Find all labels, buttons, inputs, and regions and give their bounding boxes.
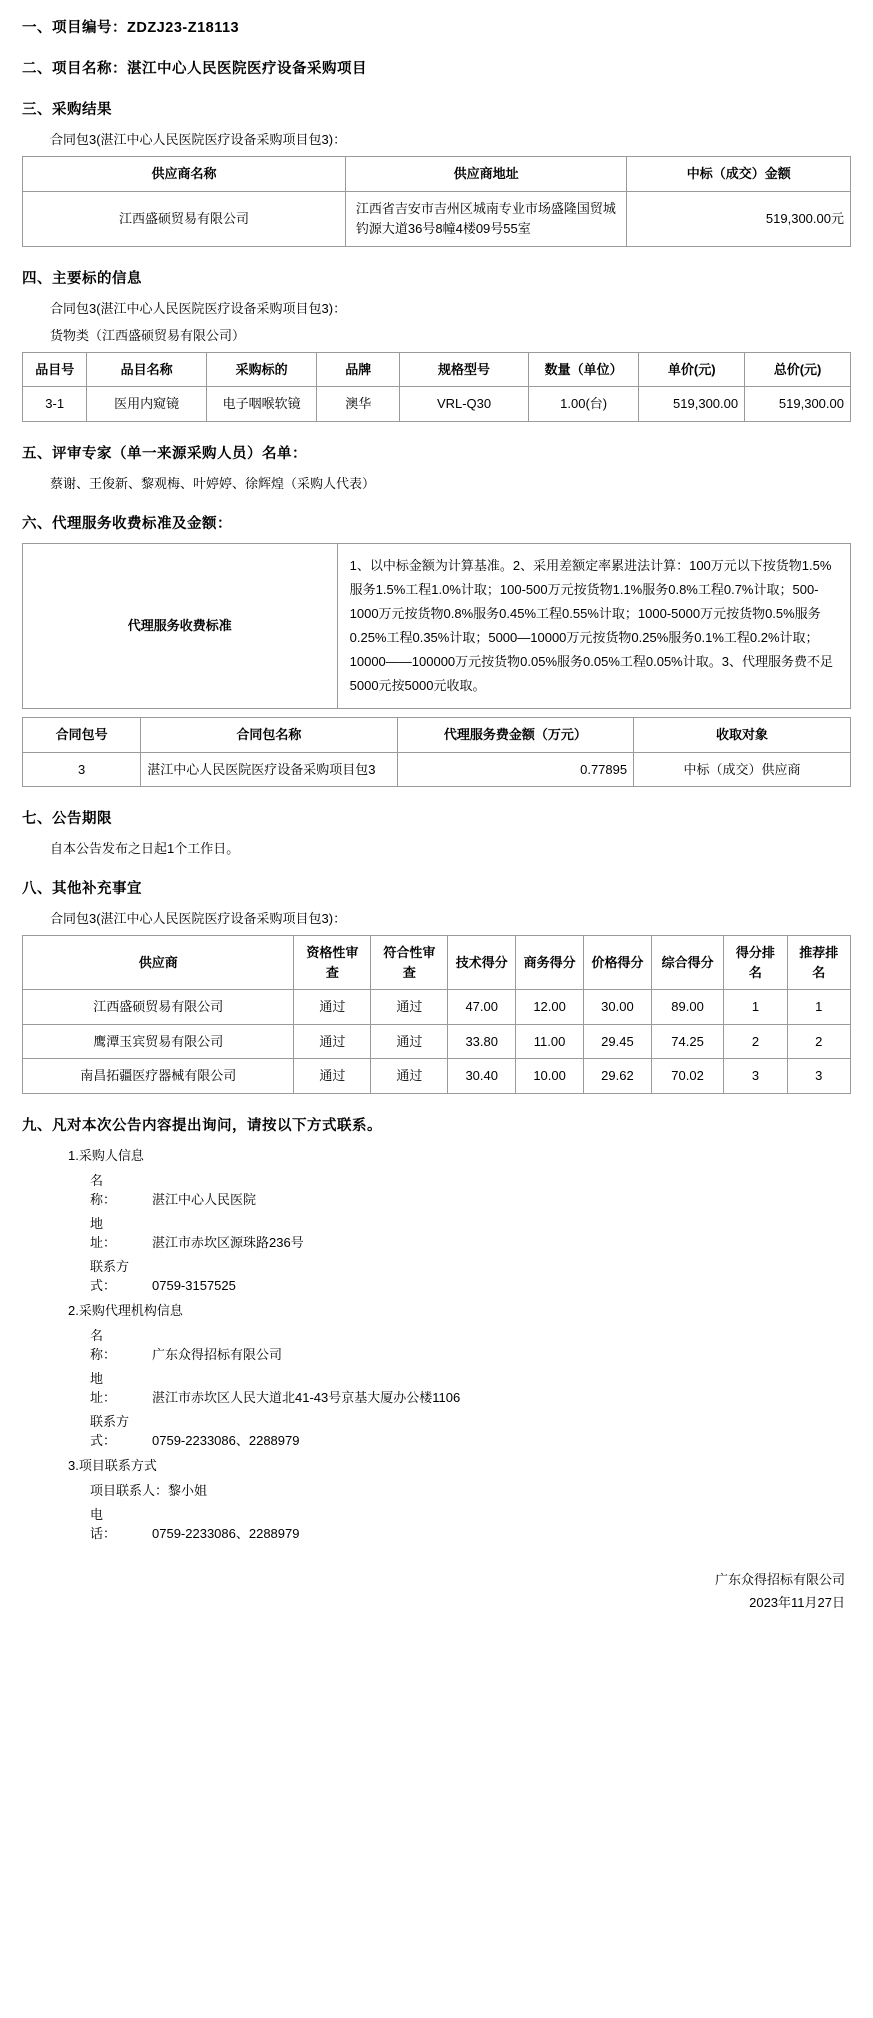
- col-model: 规格型号: [400, 352, 529, 387]
- section-contact-title: 九、凡对本次公告内容提出询问，请按以下方式联系。: [22, 1117, 382, 1134]
- section-supplement-title: 八、其他补充事宜: [22, 881, 142, 898]
- col-package-no: 合同包号: [23, 718, 141, 753]
- col-brand: 品牌: [317, 352, 400, 387]
- agency-address-row: [90, 1368, 851, 1406]
- cell-package-name: 湛江中心人民医院医疗设备采购项目包3: [141, 752, 397, 787]
- agency-address-label: 地 址：: [90, 1370, 130, 1405]
- section-agency-fee-title: 六、代理服务收费标准及金额：: [22, 515, 232, 532]
- section-main-subject-title: 四、主要标的信息: [22, 270, 142, 287]
- project-tel-row: [90, 1504, 851, 1542]
- cell-compliance: 通过: [371, 1024, 448, 1059]
- col-total-score: 综合得分: [651, 936, 723, 990]
- buyer-address-row: [90, 1213, 851, 1251]
- agency-tel-value: 0759-2233086、2288979: [152, 1432, 300, 1448]
- buyer-name-label: 名 称：: [90, 1172, 130, 1207]
- cell-quantity: 1.00(台): [528, 387, 638, 422]
- cell-award-amount: 519,300.00元: [627, 191, 851, 246]
- cell-supplier: 江西盛硕贸易有限公司: [23, 990, 294, 1025]
- agency-name-label: 名 称：: [90, 1327, 130, 1362]
- cell-brand: 澳华: [317, 387, 400, 422]
- project-person-row: [90, 1480, 851, 1499]
- cell-tech-score: 33.80: [448, 1024, 516, 1059]
- section-notice-period-title: 七、公告期限: [22, 811, 112, 828]
- cell-item-no: 3-1: [23, 387, 87, 422]
- table-row: [23, 752, 851, 787]
- col-unit-price: 单价(元): [639, 352, 745, 387]
- project-person-value: 黎小姐: [168, 1482, 208, 1498]
- cell-qualification: 通过: [294, 990, 371, 1025]
- cell-price-score: 29.45: [584, 1024, 652, 1059]
- section-project-number: 一、项目编号：ZDZJ23-Z18113: [22, 20, 240, 36]
- project-tel-value: 0759-2233086、2288979: [152, 1525, 300, 1541]
- buyer-name-row: [90, 1170, 851, 1208]
- agency-info-heading: 2.采购代理机构信息: [68, 1302, 183, 1318]
- col-compliance-review: 符合性审查: [371, 936, 448, 990]
- cell-compliance: 通过: [371, 1059, 448, 1094]
- table-header-row: [23, 157, 851, 192]
- cell-score-rank: 1: [724, 990, 787, 1025]
- col-supplier-address: 供应商地址: [345, 157, 627, 192]
- section-experts-title: 五、评审专家（单一来源采购人员）名单：: [22, 445, 307, 462]
- col-total-price: 总价(元): [745, 352, 851, 387]
- cell-business-score: 11.00: [516, 1024, 584, 1059]
- cell-recommend-rank: 2: [787, 1024, 850, 1059]
- project-contact-heading: 3.项目联系方式: [68, 1457, 157, 1473]
- cell-total-price: 519,300.00: [745, 387, 851, 422]
- cell-recommend-rank: 1: [787, 990, 850, 1025]
- col-fee-amount: 代理服务费金额（万元）: [397, 718, 634, 753]
- section-main-subject-subtitle: 合同包3(湛江中心人民医院医疗设备采购项目包3)：: [50, 300, 347, 316]
- buyer-address-value: 湛江市赤坎区源珠路236号: [152, 1234, 304, 1250]
- col-item-no: 品目号: [23, 352, 87, 387]
- cell-fee-standard-text: 1、以中标金额为计算基准。2、采用差额定率累进法计算：100万元以下按货物1.5%服务1.5%工程1.0%计取；100-500万元按货物1.1%服务0.8%工程0.7%计取；500-1000万元按货物0.8%服务0.45%工程0.55%计取；1000-5000万元按货物0.5%服务0.25%工程0.35%计取；5000—10000万元按货物0.25%服务0.1%工程0.2%计取；10000——100000万元按货物0.05%服务0.05%工程0.05%计取。3、代理服务费不足5000元按5000元收取。: [337, 543, 850, 708]
- table-row: [23, 543, 851, 708]
- agency-tel-label: 联系方式：: [90, 1413, 130, 1448]
- cell-total-score: 74.25: [651, 1024, 723, 1059]
- section-supplement-subtitle: 合同包3(湛江中心人民医院医疗设备采购项目包3)：: [50, 911, 347, 927]
- cell-package-no: 3: [23, 752, 141, 787]
- cell-tech-score: 30.40: [448, 1059, 516, 1094]
- table-header-row: [23, 936, 851, 990]
- table-row: [23, 387, 851, 422]
- buyer-tel-value: 0759-3157525: [152, 1277, 236, 1293]
- agency-name-row: [90, 1325, 851, 1363]
- cell-tech-score: 47.00: [448, 990, 516, 1025]
- agency-tel-row: [90, 1411, 851, 1449]
- cell-fee-payer: 中标（成交）供应商: [634, 752, 851, 787]
- footer-date: 2023年11月27日: [749, 1594, 845, 1610]
- col-purchase-subject: 采购标的: [206, 352, 316, 387]
- notice-period-text: 自本公告发布之日起1个工作日。: [50, 841, 240, 857]
- col-item-name: 品目名称: [87, 352, 207, 387]
- cell-model: VRL-Q30: [400, 387, 529, 422]
- score-table: [22, 935, 851, 1094]
- cell-purchase-subject: 电子咽喉软镜: [206, 387, 316, 422]
- col-qualification-review: 资格性审查: [294, 936, 371, 990]
- cell-supplier: 鹰潭玉宾贸易有限公司: [23, 1024, 294, 1059]
- cell-total-score: 89.00: [651, 990, 723, 1025]
- col-award-amount: 中标（成交）金额: [627, 157, 851, 192]
- col-quantity: 数量（单位）: [528, 352, 638, 387]
- agency-address-value: 湛江市赤坎区人民大道北41-43号京基大厦办公楼1106: [152, 1389, 461, 1405]
- cell-price-score: 30.00: [584, 990, 652, 1025]
- buyer-tel-row: [90, 1256, 851, 1294]
- cell-supplier-address: 江西省吉安市吉州区城南专业市场盛隆国贸城钓源大道36号8幢4楼09号55室: [345, 191, 627, 246]
- table-row: [23, 191, 851, 246]
- goods-table: [22, 352, 851, 422]
- cell-unit-price: 519,300.00: [639, 387, 745, 422]
- cell-fee-amount: 0.77895: [397, 752, 634, 787]
- cell-qualification: 通过: [294, 1059, 371, 1094]
- col-tech-score: 技术得分: [448, 936, 516, 990]
- col-price-score: 价格得分: [584, 936, 652, 990]
- cell-fee-standard-label: 代理服务收费标准: [23, 543, 338, 708]
- cell-score-rank: 3: [724, 1059, 787, 1094]
- cell-qualification: 通过: [294, 1024, 371, 1059]
- cell-business-score: 10.00: [516, 1059, 584, 1094]
- fee-standard-table: [22, 543, 851, 709]
- buyer-tel-label: 联系方式：: [90, 1258, 130, 1293]
- cell-price-score: 29.62: [584, 1059, 652, 1094]
- footer-company: 广东众得招标有限公司: [714, 1571, 845, 1587]
- table-header-row: [23, 352, 851, 387]
- col-package-name: 合同包名称: [141, 718, 397, 753]
- fee-amount-table: [22, 717, 851, 787]
- col-supplier: 供应商: [23, 936, 294, 990]
- section-procurement-result-title: 三、采购结果: [22, 102, 112, 118]
- document-footer: [22, 1568, 851, 1615]
- section-procurement-result-subtitle: 合同包3(湛江中心人民医院医疗设备采购项目包3)：: [50, 132, 347, 147]
- col-score-rank: 得分排名: [724, 936, 787, 990]
- col-fee-payer: 收取对象: [634, 718, 851, 753]
- cell-item-name: 医用内窥镜: [87, 387, 207, 422]
- buyer-name-value: 湛江中心人民医院: [152, 1191, 257, 1207]
- col-supplier-name: 供应商名称: [23, 157, 346, 192]
- result-table: [22, 156, 851, 247]
- table-row: [23, 1059, 851, 1094]
- buyer-address-label: 地 址：: [90, 1215, 130, 1250]
- section-project-name: 二、项目名称：湛江中心人民医院医疗设备采购项目: [22, 61, 367, 77]
- project-tel-label: 电 话：: [90, 1506, 130, 1541]
- table-row: [23, 1024, 851, 1059]
- cell-total-score: 70.02: [651, 1059, 723, 1094]
- buyer-info-heading: 1.采购人信息: [68, 1147, 144, 1163]
- cell-business-score: 12.00: [516, 990, 584, 1025]
- section-main-subject-category: 货物类（江西盛硕贸易有限公司）: [50, 327, 246, 343]
- table-row: [23, 990, 851, 1025]
- experts-name-list: 蔡谢、王俊新、黎观梅、叶婷婷、徐辉煌（采购人代表）: [50, 475, 376, 491]
- table-header-row: [23, 718, 851, 753]
- col-business-score: 商务得分: [516, 936, 584, 990]
- cell-compliance: 通过: [371, 990, 448, 1025]
- cell-supplier: 南昌拓疆医疗器械有限公司: [23, 1059, 294, 1094]
- cell-score-rank: 2: [724, 1024, 787, 1059]
- project-person-label: 项目联系人：: [90, 1482, 169, 1498]
- col-recommend-rank: 推荐排名: [787, 936, 850, 990]
- cell-supplier-name: 江西盛硕贸易有限公司: [23, 191, 346, 246]
- cell-recommend-rank: 3: [787, 1059, 850, 1094]
- agency-name-value: 广东众得招标有限公司: [152, 1346, 283, 1362]
